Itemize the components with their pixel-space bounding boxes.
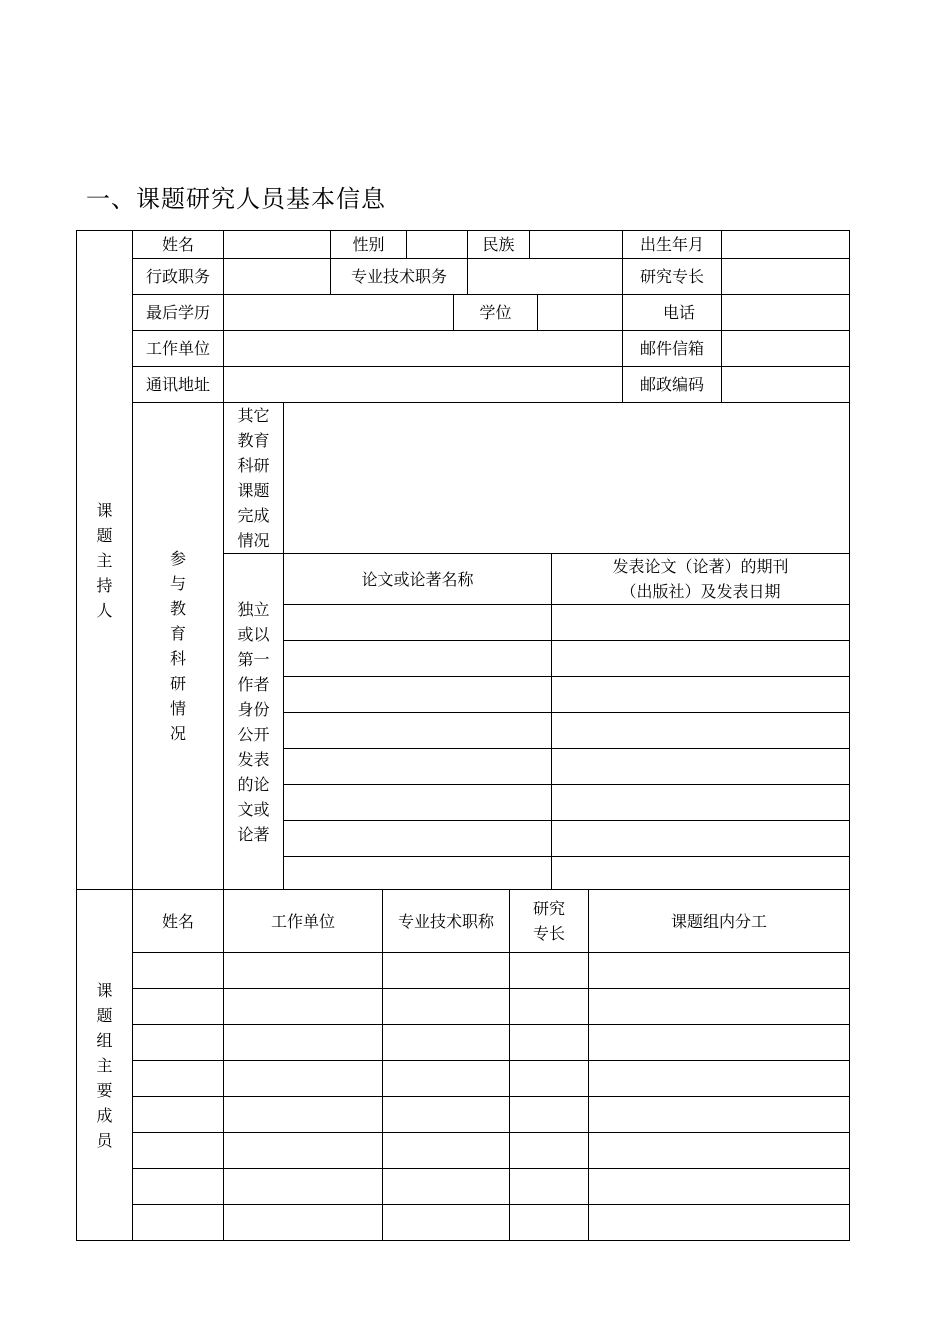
host-side-label: 课 题 主 持 人 (96, 500, 113, 620)
table-rule (406, 230, 407, 259)
member-role-header: 课题组内分工 (670, 911, 767, 931)
table-rule (132, 1132, 850, 1133)
table-rule (283, 712, 850, 713)
member-employer-header: 工作单位 (270, 911, 335, 931)
table-rule (223, 230, 224, 403)
table-rule (132, 330, 850, 331)
birth-label: 出生年月 (639, 235, 704, 254)
education-label: 最后学历 (145, 303, 210, 322)
employer-label: 工作单位 (145, 339, 210, 358)
table-rule (283, 640, 850, 641)
table-rule (132, 952, 850, 953)
table-border-right (849, 230, 850, 1241)
journal-header: 发表论文（论著）的期刊 （出版社）及发表日期 (612, 557, 789, 601)
members-side-label: 课 题 组 主 要 成 员 (96, 980, 113, 1150)
table-rule (283, 856, 850, 857)
research-field-label: 研究专长 (639, 267, 704, 286)
postcode-label: 邮政编码 (639, 375, 704, 394)
member-tech-title-header: 专业技术职称 (397, 911, 494, 931)
paper-name-header: 论文或论著名称 (361, 569, 474, 589)
admin-post-label: 行政职务 (145, 267, 210, 286)
page-title: 一、课题研究人员基本信息 (86, 185, 386, 213)
table-rule (132, 1204, 850, 1205)
degree-label: 学位 (479, 303, 512, 322)
table-rule (283, 820, 850, 821)
member-name-header: 姓名 (161, 911, 194, 931)
table-rule (132, 1060, 850, 1061)
ethnicity-label: 民族 (482, 235, 515, 254)
table-rule (283, 748, 850, 749)
other-projects-label: 其它 教育 科研 课题 完成 情况 (237, 406, 270, 550)
table-rule (283, 784, 850, 785)
table-rule (283, 676, 850, 677)
table-rule (132, 366, 850, 367)
member-research-field-header: 研究 专长 (532, 899, 565, 943)
research-participation-label: 参 与 教 育 科 研 情 况 (169, 549, 186, 743)
table-rule (132, 1024, 850, 1025)
table-rule (283, 604, 850, 605)
phone-label: 电话 (662, 303, 695, 322)
table-rule (132, 988, 850, 989)
table-rule (537, 294, 538, 331)
table-rule (132, 1168, 850, 1169)
table-rule (283, 402, 284, 890)
table-rule (529, 230, 530, 259)
gender-label: 性别 (352, 235, 385, 254)
papers-label: 独立 或以 第一 作者 身份 公开 发表 的论 文或 论著 (237, 599, 270, 844)
table-border-bottom (76, 1240, 850, 1241)
name-label: 姓名 (161, 235, 194, 254)
tech-title-label: 专业技术职务 (350, 267, 447, 286)
email-label: 邮件信箱 (639, 339, 704, 358)
table-rule (132, 258, 850, 259)
address-label: 通讯地址 (145, 375, 210, 394)
table-rule (132, 1096, 850, 1097)
